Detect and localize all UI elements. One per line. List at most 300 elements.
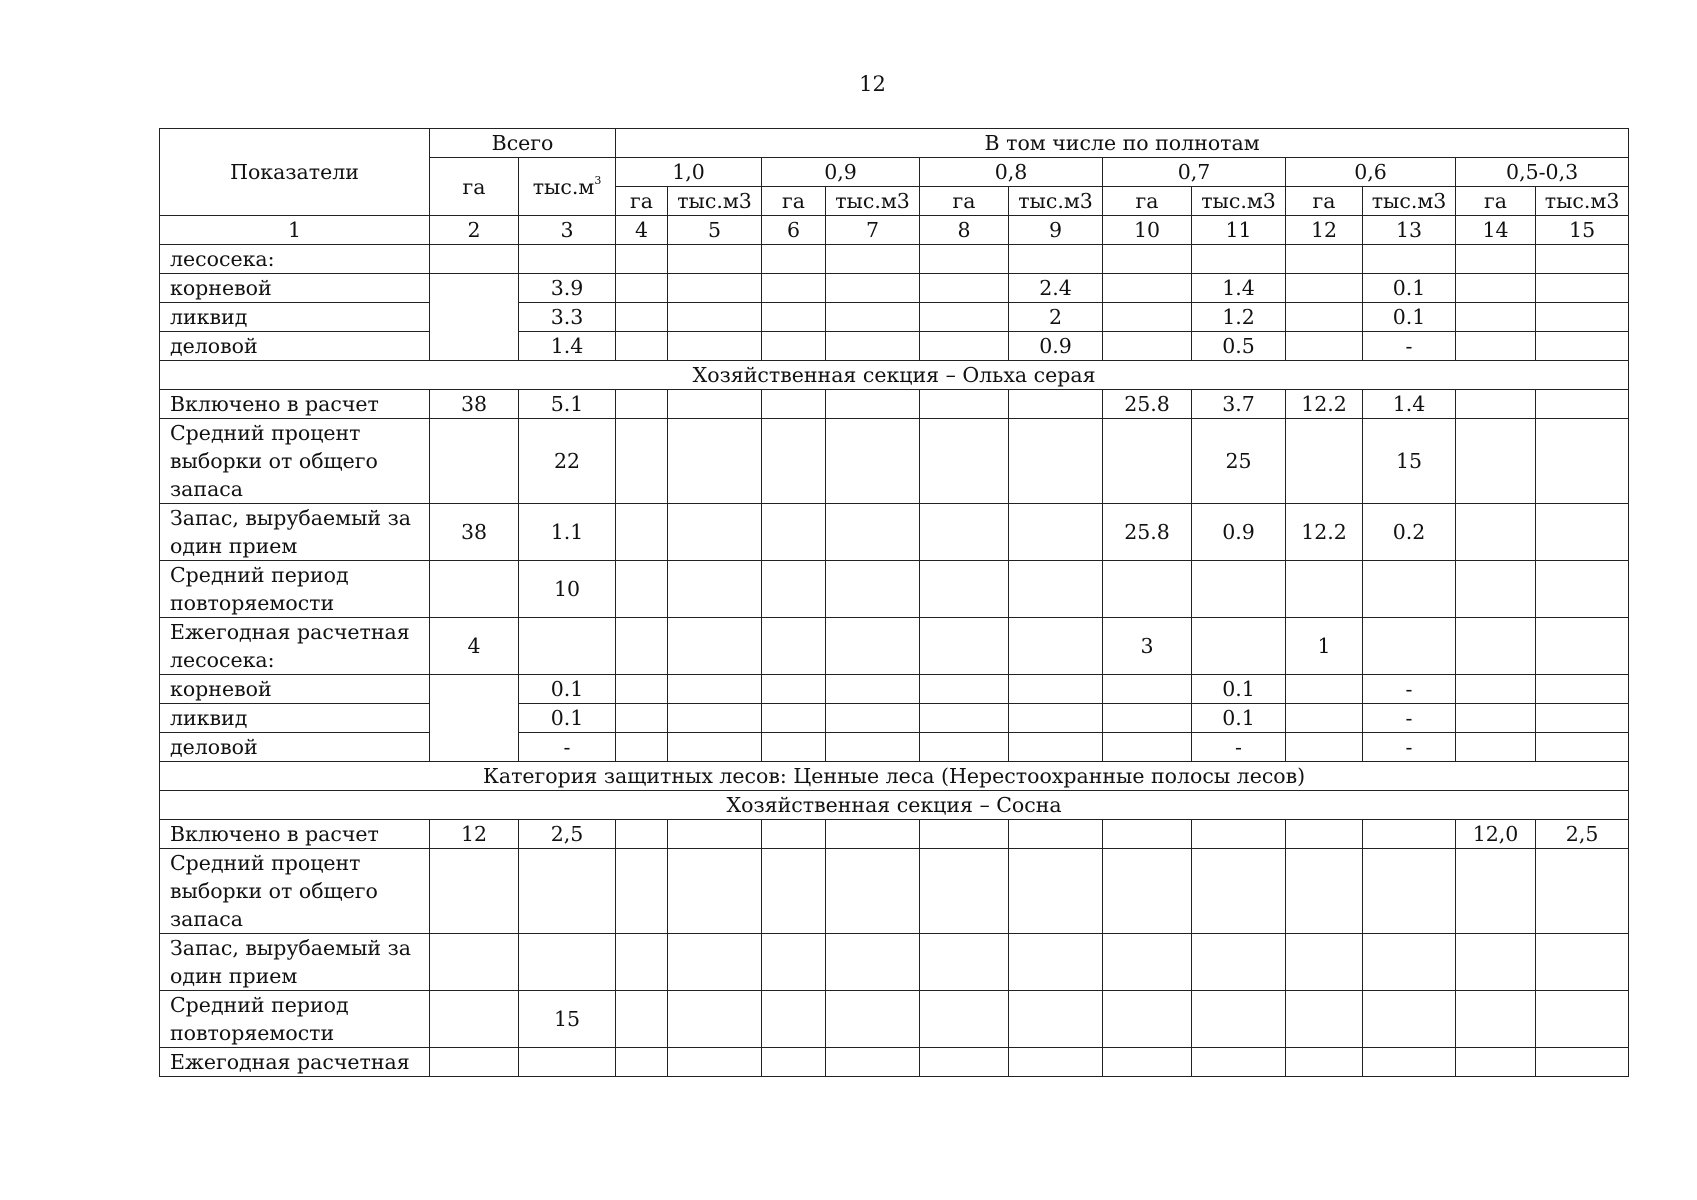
column-number: 12 (1286, 216, 1363, 245)
table-cell (762, 704, 826, 733)
table-cell (1103, 419, 1192, 504)
table-cell (616, 245, 668, 274)
row-label: деловой (160, 332, 430, 361)
table-cell (826, 934, 920, 991)
table-cell (920, 820, 1009, 849)
table-cell (1286, 303, 1363, 332)
table-cell (668, 561, 762, 618)
row-label: Средний процент выборки от общего запаса (160, 849, 430, 934)
table-cell (668, 1048, 762, 1077)
table-row (160, 504, 1629, 561)
table-cell (1009, 1048, 1103, 1077)
table-cell (1536, 561, 1629, 618)
table-cell: 0.1 (1363, 303, 1456, 332)
table-cell: 12 (430, 820, 519, 849)
table-cell (668, 245, 762, 274)
header-unit-ha: га (1456, 187, 1536, 216)
column-number: 4 (616, 216, 668, 245)
table-cell (1286, 849, 1363, 934)
table-cell: 12.2 (1286, 390, 1363, 419)
table-cell (1192, 934, 1286, 991)
table-cell (430, 934, 519, 991)
table-cell (668, 618, 762, 675)
table-cell (920, 849, 1009, 934)
table-cell (1286, 704, 1363, 733)
table-cell (826, 675, 920, 704)
table-cell (1103, 820, 1192, 849)
table-cell (1103, 245, 1192, 274)
table-cell: 0.9 (1192, 504, 1286, 561)
table-cell (430, 274, 519, 361)
table-cell (920, 934, 1009, 991)
header-unit-thous-m3: тыс.м3 (1009, 187, 1103, 216)
table-cell: 12.2 (1286, 504, 1363, 561)
table-cell (1456, 303, 1536, 332)
table-cell (1286, 245, 1363, 274)
row-label: Запас, вырубаемый за один прием (160, 504, 430, 561)
table-cell (1009, 504, 1103, 561)
table-cell (1536, 303, 1629, 332)
header-unit-ha: га (920, 187, 1009, 216)
table-cell (1536, 733, 1629, 762)
column-number: 15 (1536, 216, 1629, 245)
table-cell (1363, 618, 1456, 675)
table-cell (762, 934, 826, 991)
table-cell: 3.7 (1192, 390, 1286, 419)
table-cell (1103, 274, 1192, 303)
table-cell (1456, 245, 1536, 274)
table-row (160, 675, 1629, 704)
table-cell (1103, 991, 1192, 1048)
table-cell (1536, 245, 1629, 274)
table-cell: 3.9 (519, 274, 616, 303)
table-cell (1192, 618, 1286, 675)
table-cell: 3 (1103, 618, 1192, 675)
table-cell (1536, 675, 1629, 704)
table-cell (1286, 733, 1363, 762)
table-cell: 1.4 (1363, 390, 1456, 419)
table-cell (668, 991, 762, 1048)
table-row (160, 934, 1629, 991)
table-cell (1192, 245, 1286, 274)
column-number: 1 (160, 216, 430, 245)
table-cell: - (1363, 704, 1456, 733)
table-cell (1009, 991, 1103, 1048)
table-cell (826, 245, 920, 274)
table-row (160, 1048, 1629, 1077)
row-label: Включено в расчет (160, 820, 430, 849)
table-cell: 15 (519, 991, 616, 1048)
table-cell (1536, 934, 1629, 991)
table-cell: 0.1 (519, 704, 616, 733)
column-number: 8 (920, 216, 1009, 245)
table-cell (616, 504, 668, 561)
table-cell (1456, 934, 1536, 991)
table-cell (668, 820, 762, 849)
table-cell (668, 934, 762, 991)
table-cell (1192, 849, 1286, 934)
table-cell (1103, 849, 1192, 934)
header-unit-thous-m3: тыс.м3 (1363, 187, 1456, 216)
table-cell (920, 1048, 1009, 1077)
table-cell (1536, 849, 1629, 934)
header-unit-ha: га (1103, 187, 1192, 216)
column-number: 6 (762, 216, 826, 245)
table-cell: 1.4 (1192, 274, 1286, 303)
table-cell (668, 849, 762, 934)
table-cell: 25.8 (1103, 504, 1192, 561)
row-label: ликвид (160, 303, 430, 332)
table-cell (519, 934, 616, 991)
table-cell (1536, 390, 1629, 419)
column-number: 2 (430, 216, 519, 245)
table-cell (1456, 419, 1536, 504)
table-cell: - (1363, 675, 1456, 704)
table-cell (1363, 991, 1456, 1048)
table-cell (762, 303, 826, 332)
section-row (160, 791, 1629, 820)
row-label: Средний период повторяемости (160, 991, 430, 1048)
header-total: Всего (430, 129, 616, 158)
table-cell (1286, 561, 1363, 618)
table-cell (1456, 1048, 1536, 1077)
table-cell (762, 618, 826, 675)
table-cell (1286, 274, 1363, 303)
column-number: 10 (1103, 216, 1192, 245)
table-cell: 0.1 (1192, 675, 1286, 704)
table-cell (762, 332, 826, 361)
table-cell (616, 561, 668, 618)
row-label: корневой (160, 274, 430, 303)
table-cell (826, 733, 920, 762)
table-cell (1103, 675, 1192, 704)
table-cell (668, 303, 762, 332)
row-label: Средний период повторяемости (160, 561, 430, 618)
table-row (160, 245, 1629, 274)
row-label: Включено в расчет (160, 390, 430, 419)
table-cell: 2 (1009, 303, 1103, 332)
table-cell (920, 419, 1009, 504)
table-cell (616, 1048, 668, 1077)
table-cell: 2.4 (1009, 274, 1103, 303)
table-cell: 15 (1363, 419, 1456, 504)
table-cell (1103, 561, 1192, 618)
header-unit-ha: га (762, 187, 826, 216)
table-cell (1009, 704, 1103, 733)
table-cell: 25 (1192, 419, 1286, 504)
table-cell (1456, 390, 1536, 419)
table-cell: - (519, 733, 616, 762)
table-cell (616, 618, 668, 675)
table-row (160, 419, 1629, 504)
table-cell (1286, 934, 1363, 991)
table-cell (1103, 733, 1192, 762)
table-cell (1536, 991, 1629, 1048)
table-cell (762, 1048, 826, 1077)
table-cell (920, 561, 1009, 618)
table-cell: 0.2 (1363, 504, 1456, 561)
table-cell: 22 (519, 419, 616, 504)
table-cell (762, 675, 826, 704)
table-row (160, 991, 1629, 1048)
table-cell (430, 849, 519, 934)
table-row (160, 820, 1629, 849)
row-label: Запас, вырубаемый за один прием (160, 934, 430, 991)
table-cell (616, 274, 668, 303)
table-cell (430, 245, 519, 274)
table-cell: - (1363, 332, 1456, 361)
table-cell (1192, 820, 1286, 849)
table-cell (668, 704, 762, 733)
column-number: 5 (668, 216, 762, 245)
table-cell (616, 675, 668, 704)
table-cell (920, 618, 1009, 675)
table-row (160, 618, 1629, 675)
table-cell (1536, 274, 1629, 303)
table-cell (616, 849, 668, 934)
table-cell: 0.1 (1192, 704, 1286, 733)
table-cell: 4 (430, 618, 519, 675)
table-cell: 1 (1286, 618, 1363, 675)
table-cell (920, 733, 1009, 762)
table-cell (826, 820, 920, 849)
column-number: 3 (519, 216, 616, 245)
section-row (160, 762, 1629, 791)
table-cell (920, 303, 1009, 332)
table-row (160, 303, 1629, 332)
table-cell (519, 618, 616, 675)
table-row (160, 274, 1629, 303)
table-cell (668, 733, 762, 762)
table-row (160, 332, 1629, 361)
table-cell (1536, 1048, 1629, 1077)
table-cell: 3.3 (519, 303, 616, 332)
header-unit-ha: га (616, 187, 668, 216)
section-title: Категория защитных лесов: Ценные леса (Нерестоохранные полосы лесов) (160, 762, 1629, 791)
table-cell (826, 561, 920, 618)
table-cell (1286, 419, 1363, 504)
header-unit-thous-m3: тыс.м3 (826, 187, 920, 216)
table-cell (1536, 704, 1629, 733)
table-cell (762, 849, 826, 934)
table-cell: 1.2 (1192, 303, 1286, 332)
table-cell (1009, 245, 1103, 274)
header-density: 0,8 (920, 158, 1103, 187)
table-cell (826, 1048, 920, 1077)
table-cell (1009, 561, 1103, 618)
table-cell (1286, 820, 1363, 849)
table-cell (1536, 504, 1629, 561)
header-total-thous-m3: $тыс.м^3$ (519, 158, 616, 216)
column-number-row (160, 216, 1629, 245)
table-cell: 0.5 (1192, 332, 1286, 361)
column-number: 9 (1009, 216, 1103, 245)
table-cell (1456, 504, 1536, 561)
table-cell (668, 419, 762, 504)
table-row (160, 561, 1629, 618)
table-cell (762, 419, 826, 504)
table-cell (920, 704, 1009, 733)
table-cell (430, 675, 519, 762)
table-cell: 5.1 (519, 390, 616, 419)
header-by-density: В том числе по полнотам (616, 129, 1629, 158)
table-cell (826, 618, 920, 675)
header-density: 0,5-0,3 (1456, 158, 1629, 187)
header-unit-thous-m3: тыс.м3 (1192, 187, 1286, 216)
table-cell (1103, 303, 1192, 332)
table-cell (668, 504, 762, 561)
table-cell (762, 991, 826, 1048)
section-title: Хозяйственная секция – Сосна (160, 791, 1629, 820)
table-cell (430, 419, 519, 504)
table-cell (1456, 849, 1536, 934)
table-cell (826, 849, 920, 934)
table-cell (616, 332, 668, 361)
table-cell (1103, 1048, 1192, 1077)
table-cell (1286, 675, 1363, 704)
table-cell (920, 332, 1009, 361)
table-cell (1009, 618, 1103, 675)
table-cell (616, 934, 668, 991)
table-cell (920, 675, 1009, 704)
header-density: 0,9 (762, 158, 920, 187)
table-cell (1456, 704, 1536, 733)
table-cell (1363, 820, 1456, 849)
table-cell: 2,5 (519, 820, 616, 849)
table-cell (920, 390, 1009, 419)
table-cell (1286, 1048, 1363, 1077)
table-cell (668, 274, 762, 303)
table-cell (616, 419, 668, 504)
column-number: 7 (826, 216, 920, 245)
table-cell (826, 303, 920, 332)
page-number: 12 (859, 72, 886, 96)
table-row (160, 849, 1629, 934)
table-cell: 10 (519, 561, 616, 618)
table-cell (616, 991, 668, 1048)
table-cell (1286, 991, 1363, 1048)
column-number: 11 (1192, 216, 1286, 245)
table-cell (826, 332, 920, 361)
table-cell (826, 390, 920, 419)
table-cell (826, 419, 920, 504)
table-cell (1536, 332, 1629, 361)
table-cell (1192, 561, 1286, 618)
header-unit-thous-m3: тыс.м3 (1536, 187, 1629, 216)
table-cell (1456, 274, 1536, 303)
table-cell (1009, 675, 1103, 704)
table-cell (616, 390, 668, 419)
table-cell (1363, 934, 1456, 991)
table-cell (519, 849, 616, 934)
table-cell (1192, 1048, 1286, 1077)
table-cell (1286, 332, 1363, 361)
table-cell (1103, 934, 1192, 991)
table-cell (1363, 561, 1456, 618)
section-title: Хозяйственная секция – Ольха серая (160, 361, 1629, 390)
table-cell (1456, 561, 1536, 618)
table-cell (430, 991, 519, 1048)
table-cell (1103, 332, 1192, 361)
table-cell (920, 245, 1009, 274)
table-cell: - (1192, 733, 1286, 762)
header-indicators: Показатели (160, 129, 430, 216)
table-cell: 1.4 (519, 332, 616, 361)
table-cell (1192, 991, 1286, 1048)
row-label: Ежегодная расчетная лесосека: (160, 618, 430, 675)
row-label: лесосека: (160, 245, 430, 274)
row-label: Средний процент выборки от общего запаса (160, 419, 430, 504)
table-cell (1536, 618, 1629, 675)
header-unit-thous-m3: тыс.м3 (668, 187, 762, 216)
table-cell (1456, 332, 1536, 361)
table-cell: 38 (430, 504, 519, 561)
table-cell (668, 390, 762, 419)
table-cell (1456, 675, 1536, 704)
table-cell: 0.1 (519, 675, 616, 704)
row-label: ликвид (160, 704, 430, 733)
table-cell (920, 504, 1009, 561)
table-cell (762, 733, 826, 762)
table-cell (1363, 1048, 1456, 1077)
table-cell (762, 274, 826, 303)
table-cell (1009, 934, 1103, 991)
row-label: деловой (160, 733, 430, 762)
header-density: 1,0 (616, 158, 762, 187)
table-cell (519, 245, 616, 274)
table-cell: 25.8 (1103, 390, 1192, 419)
table-cell (1456, 991, 1536, 1048)
timber-calculation-table (159, 128, 1629, 1077)
table-cell (826, 991, 920, 1048)
table-cell (920, 991, 1009, 1048)
header-unit-ha: га (1286, 187, 1363, 216)
table-cell (762, 245, 826, 274)
table-cell (1456, 618, 1536, 675)
table-cell: 38 (430, 390, 519, 419)
table-cell: - (1363, 733, 1456, 762)
row-label: Ежегодная расчетная (160, 1048, 430, 1077)
header-total-ha: га (430, 158, 519, 216)
table-cell (1009, 849, 1103, 934)
table-cell (1536, 419, 1629, 504)
header-density: 0,7 (1103, 158, 1286, 187)
table-cell (826, 504, 920, 561)
table-cell (1363, 849, 1456, 934)
table-cell: 1.1 (519, 504, 616, 561)
table-cell (920, 274, 1009, 303)
table-cell (1009, 390, 1103, 419)
column-number: 14 (1456, 216, 1536, 245)
table-cell (1456, 733, 1536, 762)
table-cell: 12,0 (1456, 820, 1536, 849)
table-cell (430, 561, 519, 618)
table-cell (668, 675, 762, 704)
section-row (160, 361, 1629, 390)
table-cell (616, 733, 668, 762)
table-cell (616, 303, 668, 332)
table-cell: 0.1 (1363, 274, 1456, 303)
table-cell (826, 704, 920, 733)
row-label: корневой (160, 675, 430, 704)
header-density: 0,6 (1286, 158, 1456, 187)
table-cell (430, 1048, 519, 1077)
table-row (160, 733, 1629, 762)
table-cell (762, 561, 826, 618)
table-row (160, 390, 1629, 419)
table-cell (616, 820, 668, 849)
table-cell (1363, 245, 1456, 274)
